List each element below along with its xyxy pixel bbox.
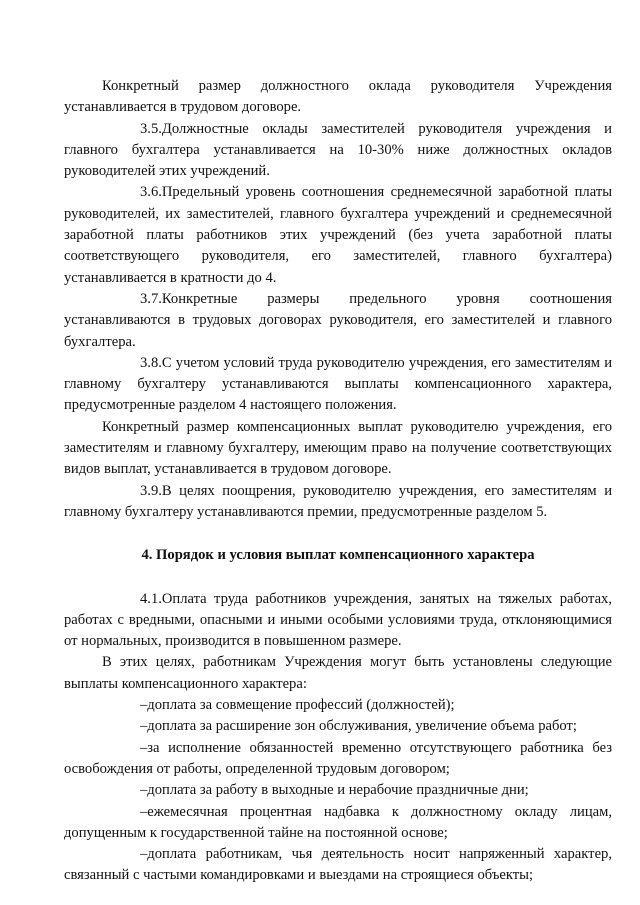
dash-marker: – bbox=[140, 803, 148, 820]
document-page bbox=[64, 76, 612, 887]
paragraph-text: Должностные оклады заместителей руководителя учреждения и главного бухгалтера устанавливается на 10-30% ниже должностных окладов руководителей этих учреждений. bbox=[64, 120, 612, 180]
paragraph-text: С учетом условий труда руководителю учреждения, его заместителям и главному бухгалтеру устанавливаются выплаты компенсационного характера, предусмотренные разделом 4 настоящего положения. bbox=[64, 354, 612, 414]
list-item-text: доплата за расширение зон обслуживания, увеличение объема работ; bbox=[147, 718, 577, 735]
paragraph-text: Конкретный размер должностного оклада руководителя Учреждения устанавливается в трудовом договоре. bbox=[64, 78, 612, 116]
paragraph bbox=[64, 76, 612, 119]
list-item-text: доплата за работу в выходные и нерабочие праздничные дни; bbox=[147, 782, 529, 799]
paragraph bbox=[64, 652, 612, 695]
paragraph-number: 4.1. bbox=[140, 590, 162, 607]
paragraph-text: Предельный уровень соотношения среднемесячной заработной платы руководителей, их заместителей, главного бухгалтера учреждений и среднемесячной заработной платы работников этих учреждений (без учета заработной платы соответствующего руководителя, его заместителей, главного бухгалтера) устанавливается в кратности до 4. bbox=[64, 184, 612, 286]
paragraph-3-6 bbox=[64, 182, 612, 288]
list-item bbox=[64, 844, 612, 887]
list-item-text: доплата работникам, чья деятельность носит напряженный характер, связанный с частыми командировками и выездами на строящиеся объекты; bbox=[64, 846, 612, 884]
paragraph-text: Оплата труда работников учреждения, занятых на тяжелых работах, работах с вредными, опасными и иными особыми условиями труда, отклоняющимися от нормальных, производится в повышенном размере. bbox=[64, 590, 612, 650]
paragraph-3-7 bbox=[64, 289, 612, 353]
dash-marker: – bbox=[140, 846, 148, 863]
paragraph-3-8 bbox=[64, 353, 612, 417]
dash-marker: – bbox=[140, 739, 148, 756]
paragraph-number: 3.7. bbox=[140, 290, 162, 307]
paragraph-number: 3.9. bbox=[140, 482, 162, 499]
section-heading: 4. Порядок и условия выплат компенсационного характера bbox=[141, 547, 535, 564]
dash-marker: – bbox=[140, 718, 148, 735]
dash-marker: – bbox=[140, 782, 148, 799]
paragraph-number: 3.8. bbox=[140, 354, 162, 371]
list-item-text: доплата за совмещение профессий (должностей); bbox=[147, 697, 455, 714]
paragraph-text: Конкретные размеры предельного уровня соотношения устанавливаются в трудовых договорах руководителя, его заместителей и главного бухгалтера. bbox=[64, 290, 612, 350]
paragraph-3-9 bbox=[64, 481, 612, 524]
paragraph-text: В этих целях, работникам Учреждения могут быть установлены следующие выплаты компенсационного характера: bbox=[64, 654, 612, 692]
paragraph-4-1 bbox=[64, 589, 612, 653]
list-item bbox=[64, 802, 612, 845]
paragraph-text: Конкретный размер компенсационных выплат руководителю учреждения, его заместителям и главному бухгалтеру, имеющим право на получение соответствующих видов выплат, устанавливается в трудовом договоре. bbox=[64, 418, 612, 478]
dash-marker: – bbox=[140, 697, 148, 714]
list-item bbox=[64, 738, 612, 781]
list-item bbox=[64, 716, 612, 737]
paragraph-number: 3.5. bbox=[140, 120, 162, 137]
list-item bbox=[64, 695, 612, 716]
list-item-text: за исполнение обязанностей временно отсутствующего работника без освобождения от работы, определенной трудовым договором; bbox=[64, 739, 612, 777]
paragraph-number: 3.6. bbox=[140, 184, 162, 201]
paragraph-3-5 bbox=[64, 119, 612, 183]
list-item bbox=[64, 780, 612, 801]
paragraph bbox=[64, 417, 612, 481]
paragraph-text: В целях поощрения, руководителю учреждения, его заместителям и главному бухгалтеру устанавливаются премии, предусмотренные разделом 5. bbox=[64, 482, 612, 520]
list-item-text: ежемесячная процентная надбавка к должностному окладу лицам, допущенным к государственной тайне на постоянной основе; bbox=[64, 803, 612, 841]
